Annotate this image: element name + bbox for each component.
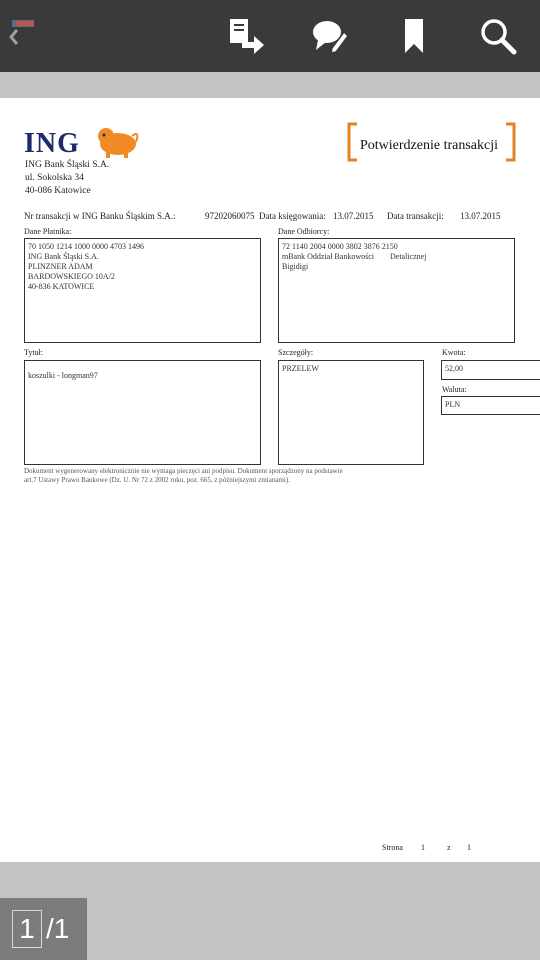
send-document-icon[interactable] bbox=[224, 14, 268, 58]
amount-label: Kwota: bbox=[442, 348, 466, 357]
currency-value: PLN bbox=[445, 400, 461, 409]
details-box bbox=[278, 360, 424, 465]
payer-box bbox=[24, 238, 261, 343]
recipient-line: 72 1140 2004 0000 3802 3876 2150 bbox=[282, 242, 398, 251]
page-top-margin bbox=[0, 72, 540, 98]
recipient-box bbox=[278, 238, 515, 343]
page-indicator[interactable] bbox=[0, 898, 87, 960]
ing-logo bbox=[24, 128, 144, 160]
bank-address-line: ul. Sokolska 34 bbox=[25, 173, 84, 183]
payer-line: 40-836 KATOWICE bbox=[28, 282, 95, 291]
bank-address-line: ING Bank Śląski S.A. bbox=[25, 160, 110, 170]
footnote-line: Dokument wygenerowany elektronicznie nie wymaga pieczęci ani podpisu. Dokument sporządzony na podstawie bbox=[24, 467, 343, 475]
title-bracket-right bbox=[504, 122, 516, 162]
transaction-number-label: Nr transakcji w ING Banku Śląskim S.A.: bbox=[24, 211, 176, 221]
currency-box bbox=[441, 396, 540, 415]
payer-label: Dane Płatnika: bbox=[24, 227, 72, 236]
page-footer-label: Strona bbox=[382, 843, 403, 852]
title-bracket-left bbox=[347, 122, 359, 162]
back-arrow-icon[interactable] bbox=[4, 20, 38, 52]
page-footer-total: 1 bbox=[467, 843, 471, 852]
payer-line: BARDOWSKIEGO 10A/2 bbox=[28, 272, 115, 281]
bookmark-icon[interactable] bbox=[392, 14, 436, 58]
total-pages: /1 bbox=[46, 913, 70, 944]
amount-value: 52,00 bbox=[445, 364, 463, 373]
transaction-date: 13.07.2015 bbox=[460, 211, 501, 221]
page-footer-of: z bbox=[447, 843, 451, 852]
title-box bbox=[24, 360, 261, 465]
current-page-field[interactable]: 1 bbox=[12, 910, 42, 948]
payer-line: ING Bank Śląski S.A. bbox=[28, 252, 99, 261]
details-label: Szczegóły: bbox=[278, 348, 314, 357]
details-value: PRZELEW bbox=[282, 364, 319, 373]
bank-logo-text: ING bbox=[24, 128, 80, 159]
search-icon[interactable] bbox=[476, 14, 520, 58]
transaction-date-label: Data transakcji: bbox=[387, 211, 444, 221]
recipient-line: Bigidigi bbox=[282, 262, 309, 271]
footnote-line: art.7 Ustawy Prawo Bankowe (Dz. U. Nr 72 z 2002 roku, poz. 665, z późniejszymi zmianami). bbox=[24, 476, 290, 484]
recipient-label: Dane Odbiorcy: bbox=[278, 227, 330, 236]
transaction-number: 97202060075 bbox=[205, 211, 255, 221]
title-value: koszulki - longman97 bbox=[28, 371, 98, 380]
recipient-line: mBank Oddział Bankowości Detalicznej bbox=[282, 252, 427, 261]
page-footer-current: 1 bbox=[421, 843, 425, 852]
lion-icon bbox=[94, 126, 140, 158]
amount-box bbox=[441, 360, 540, 380]
pdf-page[interactable] bbox=[0, 98, 540, 862]
title-label: Tytuł: bbox=[24, 348, 43, 357]
payer-line: PLINZNER ADAM bbox=[28, 262, 93, 271]
annotate-icon[interactable] bbox=[308, 14, 352, 58]
booking-date: 13.07.2015 bbox=[333, 211, 374, 221]
bank-address-line: 40-086 Katowice bbox=[25, 186, 91, 196]
payer-line: 70 1050 1214 1000 0000 4703 1496 bbox=[28, 242, 144, 251]
top-toolbar bbox=[0, 0, 540, 72]
currency-label: Waluta: bbox=[442, 385, 467, 394]
booking-date-label: Data księgowania: bbox=[259, 211, 326, 221]
confirmation-title: Potwierdzenie transakcji bbox=[360, 138, 499, 153]
